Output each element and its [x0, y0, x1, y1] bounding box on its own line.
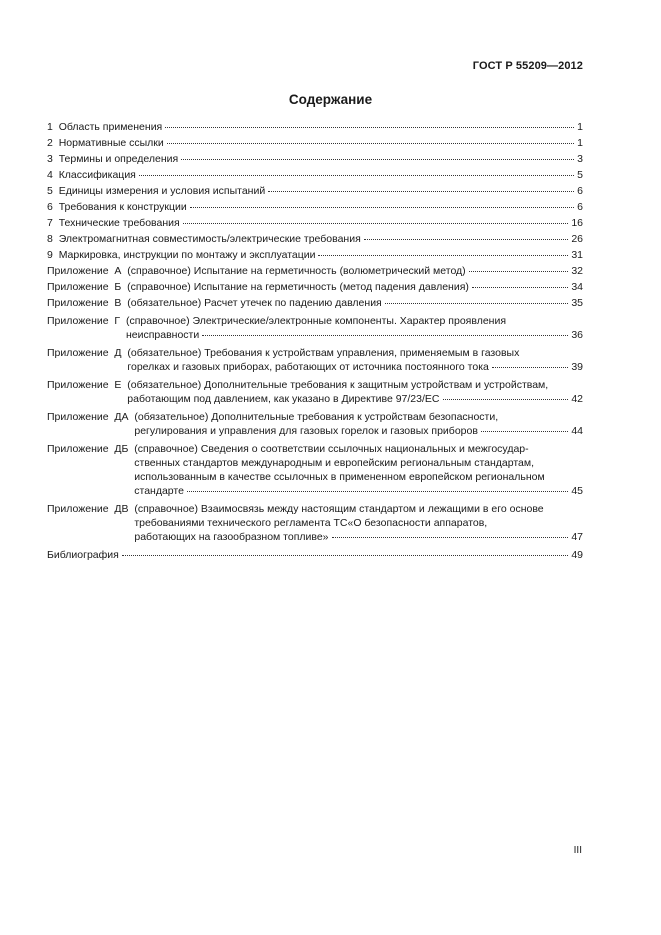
toc-entry-page: 1 [577, 121, 583, 133]
toc-entry-page: 44 [571, 425, 583, 437]
toc-entry[interactable] [47, 232, 583, 246]
toc-entry-title-line: Классификация [58, 169, 136, 181]
toc-entry-title-line: ственных стандартов международным и европейским региональным стандартам, [134, 457, 535, 469]
toc-entry[interactable] [47, 314, 583, 342]
toc-entry-title-line: Технические требования [58, 217, 180, 229]
toc-entry-body [59, 152, 583, 166]
dot-leader [318, 254, 568, 256]
toc-entry-page: 16 [571, 217, 583, 229]
toc-entry[interactable] [47, 264, 583, 278]
toc-entry[interactable] [47, 120, 583, 134]
dot-leader [481, 430, 568, 432]
toc-entry-body [59, 168, 583, 182]
toc-entry-title-line: (обязательное) Расчет утечек по падению давления [127, 297, 382, 309]
toc-entry-page: 49 [571, 549, 583, 561]
dot-leader [332, 536, 569, 538]
toc-entry-title-line: требованиями технического регламента ТС«О безопасности аппаратов, [134, 517, 488, 529]
toc-entry-title-line: (справочное) Испытание на герметичность (волюметрический метод) [127, 265, 466, 277]
toc-entry[interactable] [47, 296, 583, 310]
toc-entry-title-line: Библиография [47, 549, 119, 561]
toc-entry-title-line: Термины и определения [58, 153, 179, 165]
toc-entry-label: 6 [47, 201, 59, 213]
toc-entry-page: 32 [571, 265, 583, 277]
toc-entry-title-line: (обязательное) Дополнительные требования к устройствам безопасности, [134, 411, 499, 423]
toc-entry-body [127, 296, 583, 310]
toc-entry[interactable] [47, 136, 583, 150]
dot-leader [472, 286, 568, 288]
toc-entry-title-line: регулирования и управления для газовых горелок и газовых приборов [134, 425, 478, 437]
toc-entry-body [59, 120, 583, 134]
toc-entry-page: 42 [571, 393, 583, 405]
toc-entry-page: 6 [577, 185, 583, 197]
toc-entry-label: Приложение Г [47, 315, 126, 327]
toc-entry-label: 1 [47, 121, 59, 133]
toc-entry-body [127, 346, 583, 374]
toc-entry[interactable] [47, 152, 583, 166]
toc-entry-title-line: Область применения [58, 121, 163, 133]
toc-entry-body [127, 378, 583, 406]
toc-entry-title-line: горелках и газовых приборах, работающих от источника постоянного тока [127, 361, 489, 373]
dot-leader [202, 334, 568, 336]
toc-entry-label: 7 [47, 217, 59, 229]
toc-entry[interactable] [47, 378, 583, 406]
dot-leader [190, 206, 574, 208]
dot-leader [187, 490, 568, 492]
toc-entry-page: 1 [577, 137, 583, 149]
toc-entry-label: Приложение ДБ [47, 443, 135, 455]
toc-entry-title-line: работающим под давлением, как указано в Директиве 97/23/ЕС [127, 393, 440, 405]
dot-leader [492, 366, 568, 368]
toc-entry-title-line: Требования к конструкции [58, 201, 187, 213]
toc-entry-page: 5 [577, 169, 583, 181]
dot-leader [183, 222, 569, 224]
toc-entry-label: Приложение Б [47, 281, 128, 293]
toc-entry-body [134, 410, 583, 438]
dot-leader [165, 126, 574, 128]
toc-entry-body [127, 280, 583, 294]
toc-entry-body [134, 442, 583, 498]
dot-leader [167, 142, 574, 144]
toc-entry[interactable] [47, 216, 583, 230]
toc-entry-page: 26 [571, 233, 583, 245]
toc-entry-title-line: Нормативные ссылки [58, 137, 164, 149]
toc-entry-page: 3 [577, 153, 583, 165]
toc-entry-body [59, 216, 583, 230]
toc-entry[interactable] [47, 346, 583, 374]
toc-entry-page: 47 [571, 531, 583, 543]
toc-entry-page: 6 [577, 201, 583, 213]
toc-entry-title-line: (обязательное) Дополнительные требования к защитным устройствам и устройствам, [127, 379, 549, 391]
toc-entry-label: 5 [47, 185, 59, 197]
toc-entry-body [59, 232, 583, 246]
page-number: III [573, 845, 582, 856]
toc-entry[interactable] [47, 548, 583, 562]
table-of-contents [47, 120, 583, 562]
toc-entry-page: 31 [571, 249, 583, 261]
toc-entry-body [59, 136, 583, 150]
toc-entry-page: 36 [571, 329, 583, 341]
toc-entry-title-line: Единицы измерения и условия испытаний [58, 185, 266, 197]
toc-entry-label: Приложение ДВ [47, 503, 135, 515]
toc-entry-label: Приложение ДА [47, 411, 135, 423]
toc-entry-body [47, 548, 583, 562]
toc-entry-label: 9 [47, 249, 59, 261]
toc-entry-label: 8 [47, 233, 59, 245]
toc-entry-title-line: работающих на газообразном топливе» [134, 531, 329, 543]
toc-entry[interactable] [47, 184, 583, 198]
toc-entry-body [59, 248, 583, 262]
toc-entry-body [126, 314, 583, 342]
toc-entry-title-line: стандарте [134, 485, 184, 497]
toc-entry-label: Приложение Е [47, 379, 128, 391]
toc-entry-label: 4 [47, 169, 59, 181]
toc-entry-body [59, 200, 583, 214]
toc-entry-page: 35 [571, 297, 583, 309]
dot-leader [443, 398, 569, 400]
toc-entry-body [134, 502, 583, 544]
toc-entry[interactable] [47, 410, 583, 438]
toc-entry[interactable] [47, 168, 583, 182]
toc-entry-title-line: (справочное) Сведения о соответствии ссылочных национальных и межгосудар- [134, 443, 529, 455]
toc-entry-title-line: (справочное) Электрические/электронные компоненты. Характер проявления [125, 315, 507, 327]
dot-leader [385, 302, 569, 304]
toc-title: Содержание [288, 92, 373, 107]
dot-leader [469, 270, 569, 272]
toc-entry[interactable] [47, 502, 583, 544]
toc-entry[interactable] [47, 442, 583, 498]
toc-entry-label: 2 [47, 137, 59, 149]
toc-entry-title-line: (справочное) Испытание на герметичность (метод падения давления) [127, 281, 469, 293]
toc-entry-title-line: использованным в качестве ссылочных в примененном европейском региональном [134, 471, 545, 483]
document-code: ГОСТ Р 55209—2012 [472, 60, 583, 72]
dot-leader [364, 238, 569, 240]
toc-entry-title-line: неисправности [125, 329, 200, 341]
dot-leader [122, 554, 568, 556]
toc-entry[interactable] [47, 248, 583, 262]
toc-entry-title-line: (обязательное) Требования к устройствам управления, применяемым в газовых [127, 347, 520, 359]
toc-entry-label: Приложение Д [47, 347, 128, 359]
toc-entry-title-line: Электромагнитная совместимость/электрические требования [58, 233, 361, 245]
toc-entry-title-line: (справочное) Взаимосвязь между настоящим стандартом и лежащими в его основе [134, 503, 544, 515]
dot-leader [181, 158, 574, 160]
dot-leader [139, 174, 574, 176]
toc-entry-body [59, 184, 583, 198]
toc-entry-body [127, 264, 583, 278]
dot-leader [268, 190, 574, 192]
toc-entry-page: 34 [571, 281, 583, 293]
toc-entry-page: 39 [571, 361, 583, 373]
toc-entry-label: 3 [47, 153, 59, 165]
toc-entry-page: 45 [571, 485, 583, 497]
toc-entry-label: Приложение А [47, 265, 128, 277]
toc-entry[interactable] [47, 200, 583, 214]
toc-entry[interactable] [47, 280, 583, 294]
toc-entry-label: Приложение В [47, 297, 128, 309]
toc-entry-title-line: Маркировка, инструкции по монтажу и эксплуатации [58, 249, 316, 261]
